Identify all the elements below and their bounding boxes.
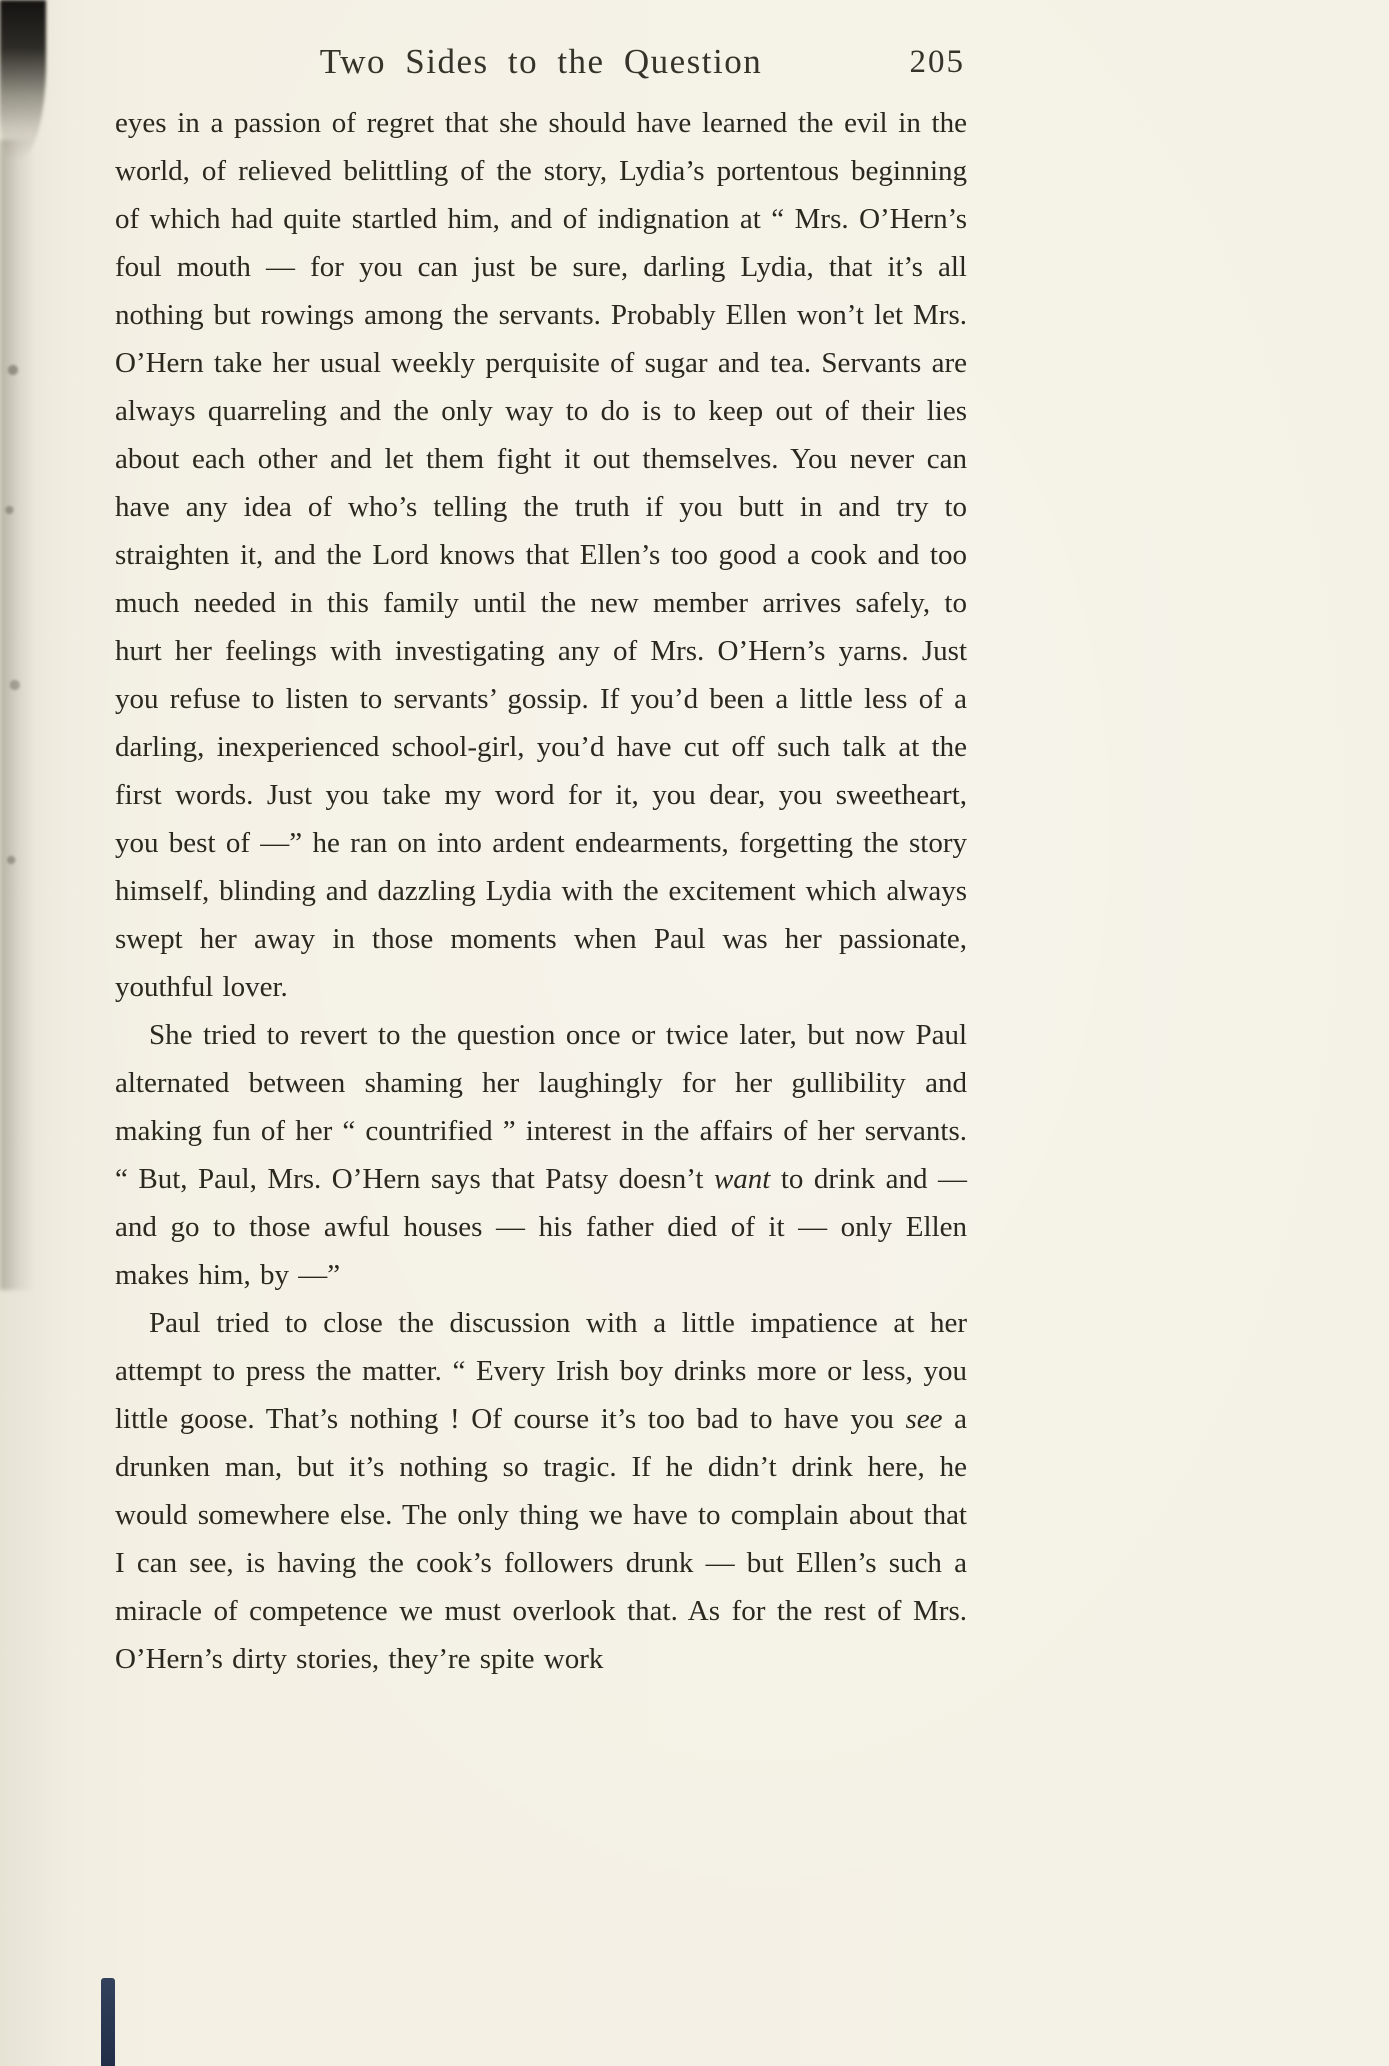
italic-text-segment: want bbox=[713, 1163, 771, 1195]
scan-artifact-top-left bbox=[0, 0, 46, 160]
text-segment: She tried to revert to the question once or twice later, but now Paul alternated between shaming her laughingly for her gullibility and making fun of her “ countrified ” interest in the affairs of her servants. “ But, Paul, Mrs. O’Hern says that Patsy doesn’t bbox=[115, 1019, 967, 1195]
scan-artifact-left-speckle bbox=[4, 300, 22, 1000]
running-title: Two Sides to the Question bbox=[319, 42, 763, 81]
text-segment: eyes in a passion of regret that she should have learned the evil in the world, of relieved belittling of the story, Lydia’s portentous beginning of which had quite startled him, and of indignation at “ Mrs. O’Hern’s foul mouth — for you can just be sure, darling Lydia, that it’s all nothing but rowings among the servants. Probably Ellen won’t let Mrs. O’Hern take her usual weekly perquisite of sugar and tea. Servants are always quarreling and the only way to do is to keep out of their lies about each other and let them fight it out themselves. You never can have any idea of who’s telling the truth if you butt in and try to straighten it, and the Lord knows that Ellen’s too good a cook and too much needed in this family until the new member arrives safely, to hurt her feelings with investigating any of Mrs. O’Hern’s yarns. Just you refuse to listen to servants’ gossip. If you’d been a little less of a darling, inexperienced school-girl, you’d have cut off such talk at the first words. Just you take my word for it, you dear, you sweetheart, you best of —” he ran on into ardent endearments, forgetting the story himself, blinding and dazzling Lydia with the excitement which always swept her away in those moments when Paul was her passionate, youthful lover. bbox=[115, 107, 967, 1003]
page-header bbox=[115, 42, 967, 88]
paragraph bbox=[115, 1299, 967, 1683]
text-segment: Paul tried to close the discussion with a little impatience at her attempt to press the matter. “ Every Irish boy drinks more or less, you little goose. That’s nothing ! Of course it’s too bad to have you bbox=[115, 1307, 967, 1435]
text-segment: to drink and — and go to those awful houses — his father died of it — only Ellen makes him, by —” bbox=[115, 1163, 967, 1291]
italic-text-segment: see bbox=[905, 1403, 943, 1435]
paragraph bbox=[115, 99, 967, 1011]
text-segment: a drunken man, but it’s nothing so tragic. If he didn’t drink here, he would somewhere else. The only thing we have to complain about that I can see, is having the cook’s followers drunk — but Ellen’s such a miracle of competence we must overlook that. As for the rest of Mrs. O’Hern’s dirty stories, they’re spite work bbox=[115, 1403, 967, 1675]
page-number: 205 bbox=[909, 44, 965, 80]
scan-artifact-left-edge bbox=[0, 140, 34, 1290]
paragraph bbox=[115, 1011, 967, 1299]
scan-artifact-bottom-left-mark bbox=[101, 1978, 115, 2066]
page-body bbox=[115, 99, 967, 1683]
